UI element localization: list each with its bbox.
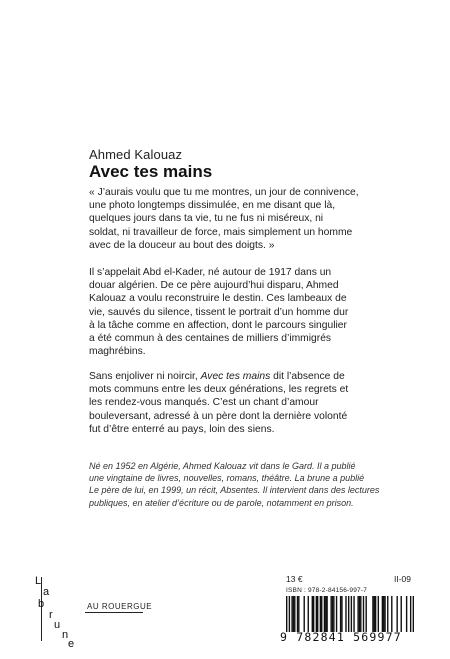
barcode-bar: [365, 596, 366, 632]
logo-underline: [85, 612, 143, 613]
bio-line: publiques, en atelier d’écriture ou de parole, notamment en prison.: [89, 497, 354, 508]
price: 13 €: [286, 574, 303, 584]
barcode-bar: [396, 596, 397, 632]
barcode-bar: [330, 596, 331, 632]
barcode-number: 9 782841 569977: [280, 630, 402, 644]
barcode-bar: [410, 596, 411, 632]
barcode-bar: [401, 596, 402, 632]
quote-paragraph: [89, 186, 392, 252]
barcode-bar: [333, 596, 334, 632]
summary-line: vie, sauvés du silence, tissent le portrait d’un homme dur: [89, 306, 349, 318]
logo-letter: u: [54, 619, 61, 631]
summary-line: [89, 370, 392, 383]
barcode-bar: [336, 596, 337, 632]
barcode-bar: [359, 596, 360, 632]
logo-letter: b: [38, 598, 45, 610]
barcode-bar: [313, 596, 314, 632]
barcode-bar: [363, 596, 364, 632]
logo-letter: a: [43, 586, 50, 598]
barcode-bar: [326, 596, 327, 632]
summary-line: mots communs entre les deux générations, les regrets et: [89, 384, 349, 396]
barcode-bar: [360, 596, 361, 632]
barcode-bar: [406, 596, 407, 632]
barcode-bar: [332, 596, 333, 632]
barcode-bar: [353, 596, 354, 632]
summary-line: Il s’appelait Abd el-Kader, né autour de 1917 dans un: [89, 267, 332, 278]
author-bio: [89, 460, 394, 509]
barcode-bar: [375, 596, 376, 632]
barcode-bar: [294, 596, 295, 632]
quote-line: quelques jours dans ta vie, tu ne fus ni miséreux, ni: [89, 213, 324, 225]
logo-caption: AU ROUERGUE: [87, 602, 153, 611]
barcode-bar: [391, 596, 392, 632]
summary-line: les rendez-vous manqués. C’est un chant d’amour: [89, 397, 319, 409]
barcode-bar: [378, 596, 379, 632]
summary-line: maghrébins.: [89, 346, 146, 358]
barcode-bar: [413, 596, 414, 632]
barcode-bar: [372, 596, 373, 632]
summary-line: douar algérien. De ce père aujourd’hui disparu, Ahmed: [89, 280, 339, 292]
barcode-bar: [340, 596, 341, 632]
barcode-bar: [348, 596, 349, 632]
barcode-bar: [351, 596, 352, 632]
barcode-bar: [289, 596, 290, 632]
summary-line: bouleversant, adressé à un père dont la dernière volonté: [89, 410, 348, 422]
barcode-bar: [293, 596, 294, 632]
barcode-bar: [308, 596, 309, 632]
logo-letter: r: [49, 609, 53, 621]
logo-letter: e: [68, 638, 75, 650]
barcode-bar: [321, 596, 322, 632]
summary-text: dit l’absence de: [270, 371, 345, 382]
quote-line: « J’aurais voulu que tu me montres, un jour de connivence,: [89, 187, 359, 198]
barcode-bar: [325, 596, 326, 632]
summary-paragraph-1: [89, 266, 392, 358]
barcode-bar: [320, 596, 321, 632]
title-italic: Avec tes mains: [200, 371, 271, 382]
summary-line: à la tâche comme en affection, dont le parcours singulier: [89, 319, 347, 331]
barcode-bar: [374, 596, 375, 632]
barcode-bar: [297, 596, 298, 632]
quote-line: avec de la douceur au bout des doigts. »: [89, 239, 275, 251]
barcode-bar: [304, 596, 305, 632]
publisher-logo: [35, 575, 165, 655]
author-name: Ahmed Kalouaz: [89, 147, 183, 162]
barcode-bar: [357, 596, 358, 632]
bio-line: Né en 1952 en Algérie, Ahmed Kalouaz vit dans le Gard. Il a publié: [89, 461, 356, 471]
barcode-bar: [291, 596, 292, 632]
isbn: ISBN : 978-2-84156-997-7: [286, 587, 368, 594]
summary-line: Kalouaz a voulu reconstruire le destin. Ces lambeaux de: [89, 293, 347, 305]
barcode-bar: [384, 596, 385, 632]
logo-letter: L: [35, 575, 42, 587]
quote-line: une photo longtemps dissimulée, en me disant que là,: [89, 200, 336, 212]
logo-letter: n: [62, 629, 69, 641]
barcode-bar: [298, 596, 299, 632]
bio-line: une vingtaine de livres, nouvelles, romans, théâtre. La brune a publié: [89, 473, 365, 484]
barcode-bar: [324, 596, 325, 632]
barcode-bar: [341, 596, 342, 632]
barcode-bar: [312, 596, 313, 632]
bio-line: Le père de lui, en 1999, un récit, Absentes. Il intervient dans des lectures: [89, 485, 380, 496]
barcode-bar: [382, 596, 383, 632]
summary-text: Sans enjoliver ni noircir,: [89, 371, 201, 382]
barcode: [286, 596, 414, 632]
catalog-code: II-09: [394, 574, 412, 584]
barcode-bar: [317, 596, 318, 632]
barcode-bar: [345, 596, 346, 632]
barcode-bar: [316, 596, 317, 632]
quote-line: soldat, ni travailleur de force, mais simplement un homme: [89, 226, 353, 238]
book-title: Avec tes mains: [89, 162, 213, 181]
barcode-bar: [286, 596, 287, 632]
barcode-bar: [387, 596, 388, 632]
summary-paragraph-2: [89, 370, 392, 436]
barcode-bar: [383, 596, 384, 632]
summary-line: a été commun à des centaines de milliers d’immigrés: [89, 333, 332, 345]
summary-line: fut d’être enterré au pays, loin des siens.: [89, 423, 275, 435]
